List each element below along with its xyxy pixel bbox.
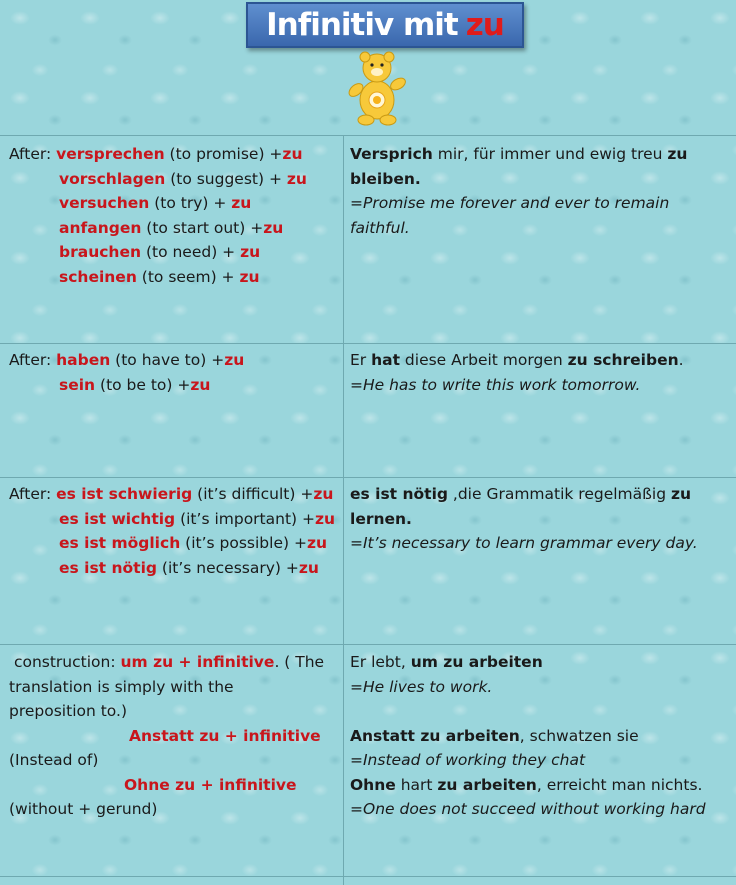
text-line <box>9 265 307 290</box>
example-text: mir, für immer und ewig treu <box>432 145 668 163</box>
zu-marker: zu <box>306 534 328 552</box>
gloss: (to need) + <box>141 243 241 261</box>
verb: versprechen <box>56 145 165 163</box>
row2-right <box>350 348 684 397</box>
row3-right <box>350 482 698 556</box>
verb: vorschlagen <box>59 169 166 188</box>
gloss: (it’s important) + <box>175 509 315 528</box>
translation: =One does not succeed without working hard <box>350 800 706 818</box>
title-main: Infinitiv mit <box>266 7 458 43</box>
after-label: After: <box>9 145 52 163</box>
care-bear-icon <box>346 48 408 126</box>
example-text: ,die Grammatik regelmäßig <box>447 485 671 503</box>
zu-marker: zu <box>239 267 260 286</box>
text-line <box>350 724 706 749</box>
row-divider <box>0 477 736 478</box>
construction-rule: um zu + infinitive <box>120 653 275 671</box>
example-word: Anstatt zu arbeiten <box>350 726 520 745</box>
construction-rule: Anstatt zu + infinitive <box>129 726 321 745</box>
example-word: lernen. <box>350 509 412 528</box>
page-title <box>246 2 524 48</box>
text-line <box>9 142 307 167</box>
row1-right <box>350 142 687 240</box>
after-label: After: <box>9 351 52 369</box>
text-line <box>9 531 335 556</box>
example-word: es ist nötig <box>350 485 448 503</box>
gloss: (to suggest) + <box>165 169 287 188</box>
text-line <box>9 167 307 192</box>
zu-marker: zu <box>314 509 336 528</box>
zu-marker: zu <box>240 243 261 261</box>
example-word: zu <box>671 485 692 503</box>
text-line <box>9 216 307 241</box>
title-zu: zu <box>465 7 504 43</box>
example-text: , erreicht man nichts. <box>536 775 703 794</box>
gloss: (to seem) + <box>136 267 240 286</box>
example-word: zu arbeiten <box>437 775 537 794</box>
construction-rule: Ohne zu + infinitive <box>124 775 297 794</box>
translation: =It’s necessary to learn grammar every day. <box>350 534 698 552</box>
translation: faithful. <box>350 218 410 237</box>
zu-marker: zu <box>190 375 211 394</box>
row3-left <box>9 482 335 580</box>
row-divider <box>0 876 736 877</box>
text-line <box>9 191 307 216</box>
explanation: translation is simply with the <box>9 677 234 696</box>
zu-marker: zu <box>286 169 307 188</box>
explanation: . ( The <box>274 653 325 671</box>
text-line <box>350 773 706 798</box>
gloss: (it’s difficult) + <box>192 485 314 503</box>
row-divider <box>0 135 736 136</box>
gloss: (to be to) + <box>95 375 191 394</box>
verb: haben <box>56 351 111 369</box>
row4-right <box>350 650 706 822</box>
text-line <box>9 240 307 265</box>
example-text: Er lebt, <box>350 653 411 671</box>
explanation: (without + gerund) <box>9 800 158 818</box>
example-word: Versprich <box>350 145 433 163</box>
text-line: Er hat diese Arbeit morgen zu schreiben. <box>350 351 684 369</box>
example-word: zu schreiben <box>567 351 679 369</box>
column-divider <box>343 135 344 885</box>
verb: scheinen <box>59 267 137 286</box>
text-line <box>9 373 244 398</box>
verb: anfangen <box>59 218 142 237</box>
zu-marker: zu <box>231 194 252 212</box>
example-text: hart <box>395 775 438 794</box>
phrase: es ist möglich <box>59 534 181 552</box>
example-word: zu <box>667 145 688 163</box>
after-label: After: <box>9 485 52 503</box>
text-line <box>9 650 335 675</box>
text-line <box>9 507 335 532</box>
gloss: (to try) + <box>149 194 232 212</box>
example-text: diese Arbeit morgen <box>400 351 568 369</box>
example-text: , schwatzen sie <box>519 726 639 745</box>
example-word: hat <box>371 351 400 369</box>
phrase: es ist nötig <box>59 558 157 577</box>
zu-marker: zu <box>263 218 284 237</box>
example-word: Ohne <box>350 775 396 794</box>
translation: =Promise me forever and ever to remain <box>350 194 670 212</box>
phrase: es ist wichtig <box>59 509 176 528</box>
verb: sein <box>59 375 96 394</box>
zu-marker: zu <box>224 351 245 369</box>
example-text: Er <box>350 351 372 369</box>
explanation: preposition to.) <box>9 702 127 720</box>
gloss: (to have to) + <box>110 351 225 369</box>
construction-label: construction: <box>13 653 121 671</box>
text-line <box>350 650 706 675</box>
text-line <box>9 482 335 507</box>
zu-marker: zu <box>298 558 319 577</box>
gloss: (it’s possible) + <box>180 534 307 552</box>
phrase: es ist schwierig <box>56 485 193 503</box>
translation: =He has to write this work tomorrow. <box>350 375 641 394</box>
translation: =Instead of working they chat <box>350 751 586 769</box>
explanation: (Instead of) <box>9 751 99 769</box>
gloss: (to start out) + <box>141 218 264 237</box>
row2-left <box>9 348 244 397</box>
zu-marker: zu <box>313 485 334 503</box>
zu-marker: zu <box>282 145 303 163</box>
gloss: (to promise) + <box>164 145 283 163</box>
text-line <box>9 348 244 373</box>
verb: versuchen <box>59 194 150 212</box>
verb: brauchen <box>59 243 142 261</box>
translation: =He lives to work. <box>350 677 493 696</box>
text-line <box>350 142 687 167</box>
text-line <box>350 699 706 724</box>
example-word: bleiben. <box>350 169 421 188</box>
row-divider <box>0 644 736 645</box>
row1-left <box>9 142 307 289</box>
row-divider <box>0 343 736 344</box>
gloss: (it’s necessary) + <box>156 558 299 577</box>
example-word: um zu arbeiten <box>410 653 543 671</box>
row4-left <box>9 650 335 822</box>
text-line <box>350 482 698 507</box>
text-line <box>9 556 335 581</box>
